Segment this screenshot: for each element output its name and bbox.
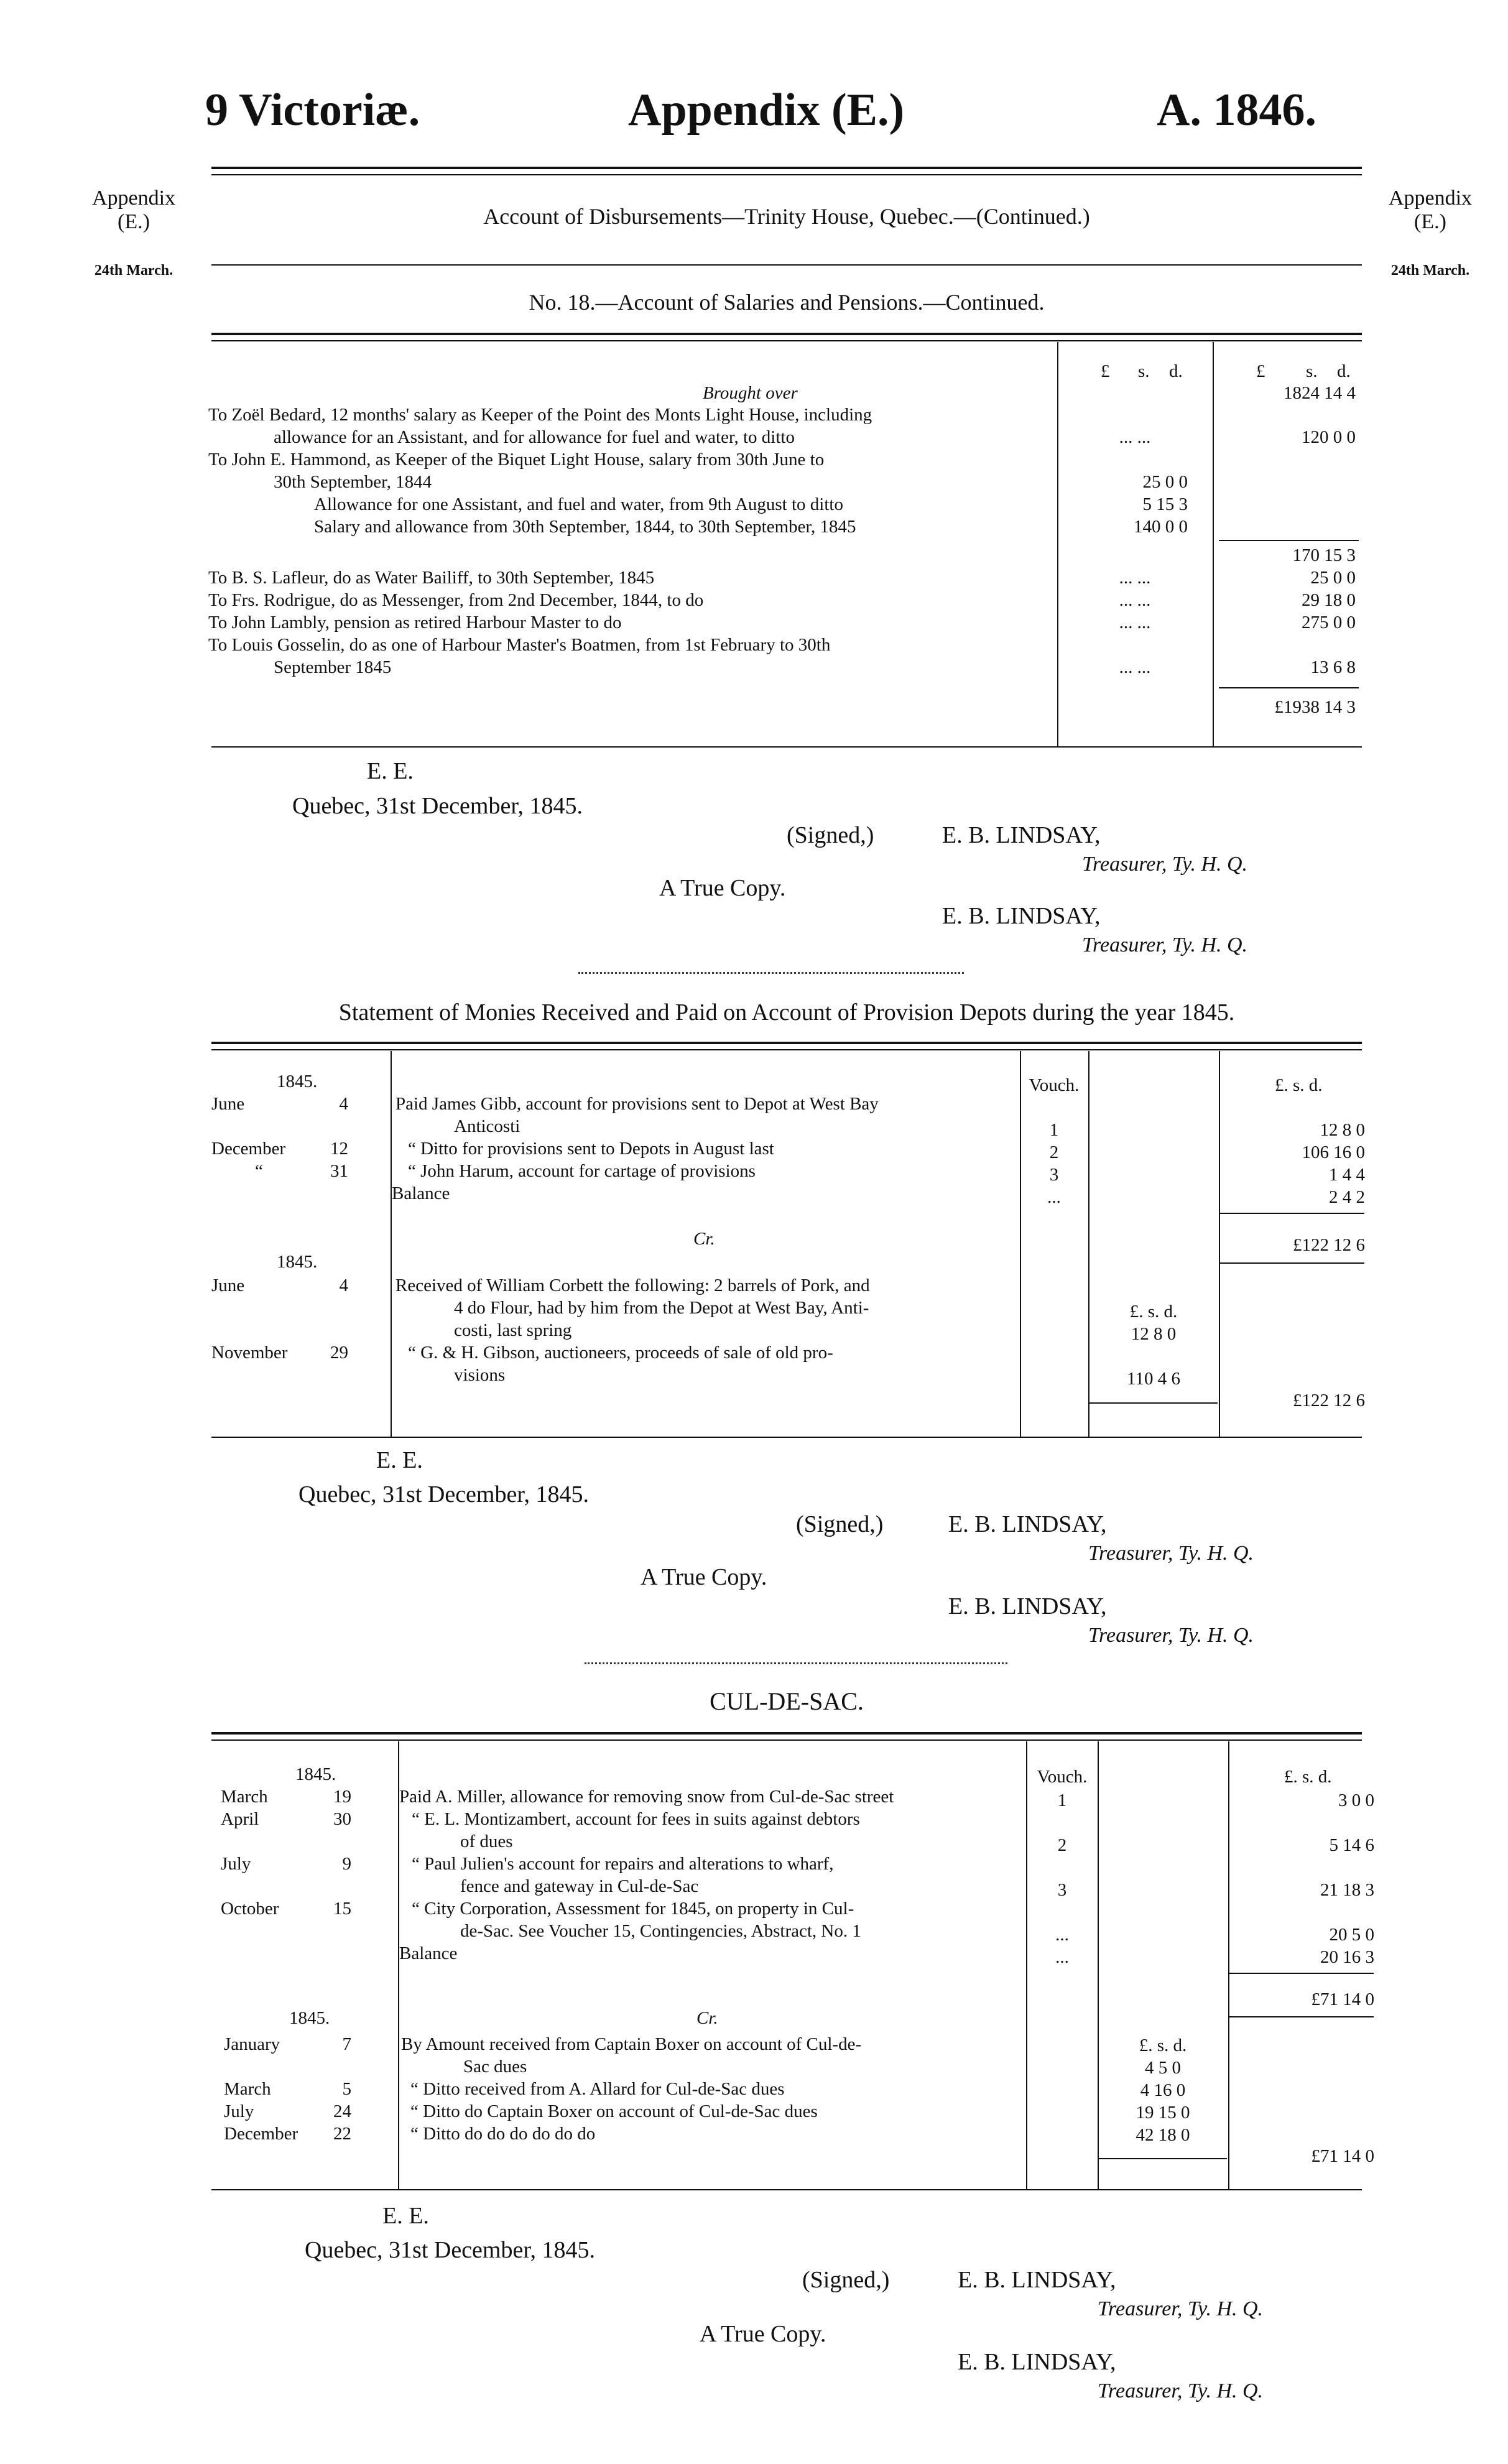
signatory: E. B. LINDSAY, [948,1511,1107,1537]
culdesac-rule-thin [211,1739,1362,1741]
no18-title: No. 18.—Account of Salaries and Pensions.—Continued. [529,290,1045,315]
credit-sub-head: £. s. d. [1139,2036,1187,2055]
debit-day: 30 [333,1809,351,1829]
debit-text: “ City Corporation, Assessment for 1845, on property in Cul- [412,1899,854,1919]
debit-amt: 3 0 0 [1338,1790,1374,1810]
credit-text: “ Ditto do do do do do do [410,2124,596,2144]
credit-text: By Amount received from Captain Boxer on account of Cul-de- [401,2034,862,2054]
salary-line: September 1845 [274,657,392,677]
credit-month: June [211,1276,245,1295]
debit-amt: 1 4 4 [1329,1165,1365,1185]
debit-total: £122 12 6 [1293,1235,1365,1255]
margin-note-right: Appendix (E.) 24th March. [1388,187,1473,279]
debit-text: Paid James Gibb, account for provisions sent to Depot at West Bay [396,1094,879,1114]
credit-month: November [211,1343,288,1363]
credit-day: 5 [342,2079,351,2099]
credit-total: £71 14 0 [1311,2146,1374,2166]
salary-line: To Frs. Rodrigue, do as Messenger, from 2nd December, 1844, to do [208,590,704,610]
salary-amt-a: ... ... [1119,590,1151,610]
year: 1845. [289,2008,330,2028]
salary-amt-b: 120 0 0 [1302,427,1356,447]
salary-line: allowance for an Assistant, and for allowance for fuel and water, to ditto [274,427,795,447]
signatory-title: Treasurer, Ty. H. Q. [1088,1624,1254,1647]
debit-amt: 21 18 3 [1320,1880,1374,1900]
salary-line: Allowance for one Assistant, and fuel and water, from 9th August to ditto [314,494,843,514]
credit-amt: 4 5 0 [1145,2058,1181,2078]
debit-vouch: ... [1047,1187,1061,1207]
col-head-d-b: d. [1337,361,1351,381]
salary-line: To Louis Gosselin, do as one of Harbour Master's Boatmen, from 1st February to 30th [208,635,831,655]
salary-amt-a: 5 15 3 [1142,494,1188,514]
credit-amt: 4 16 0 [1140,2080,1186,2100]
debit-vouch: 3 [1057,1880,1067,1900]
account-rule [211,264,1362,266]
col-head-s-a: s. [1138,361,1150,381]
salary-amt-a: 25 0 0 [1142,472,1188,492]
credit-text: “ Ditto do Captain Boxer on account of Cul-de-Sac dues [410,2101,818,2121]
debit-day: 9 [342,1854,351,1874]
signatory-title: Treasurer, Ty. H. Q. [1098,2379,1264,2402]
year: 1845. [277,1072,318,1091]
signatory: E. B. LINDSAY, [948,1593,1107,1619]
credit-total: £122 12 6 [1293,1391,1365,1410]
credit-text: visions [454,1365,506,1385]
debit-vouch: 2 [1049,1142,1059,1162]
debit-month: December [211,1139,286,1159]
account-title: Account of Disbursements—Trinity House, Quebec.—(Continued.) [483,204,1090,229]
salary-subtotal: 170 15 3 [1292,545,1356,565]
credit-text: 4 do Flour, had by him from the Depot at West Bay, Anti- [454,1298,869,1318]
credit-day: 29 [330,1343,348,1363]
vouch-head: Vouch. [1037,1767,1088,1787]
credit-text: “ G. & H. Gibson, auctioneers, proceeds of sale of old pro- [408,1343,833,1363]
signatory: E. B. LINDSAY, [958,2267,1116,2293]
col-head-pound-b: £ [1256,361,1265,381]
credit-day: 4 [339,1276,348,1295]
salary-total: £1938 14 3 [1274,697,1356,717]
credit-day: 22 [333,2124,351,2144]
lsd-head: £. s. d. [1275,1075,1323,1095]
credit-text: Sac dues [463,2057,527,2077]
header-right: A. 1846. [1157,85,1316,136]
place-date: Quebec, 31st December, 1845. [305,2237,595,2263]
credit-month: December [224,2124,298,2144]
year: 1845. [295,1764,336,1784]
credit-amt: 19 15 0 [1136,2103,1190,2123]
ee: E. E. [382,2203,429,2229]
salary-amt-b: 29 18 0 [1302,590,1356,610]
signatory-title: Treasurer, Ty. H. Q. [1082,853,1248,876]
signatory-title: Treasurer, Ty. H. Q. [1082,933,1248,956]
signatory: E. B. LINDSAY, [942,822,1101,848]
debit-text: Balance [392,1183,450,1203]
signed: (Signed,) [796,1511,884,1537]
debit-text: “ Paul Julien's account for repairs and alterations to wharf, [412,1854,834,1874]
no18-rule-thin [211,340,1362,341]
margin-note-left: Appendix (E.) 24th March. [91,187,176,279]
salary-line: Salary and allowance from 30th September, 1844, to 30th September, 1845 [314,517,856,537]
header-rule [211,167,1362,169]
signatory: E. B. LINDSAY, [942,903,1101,929]
debit-month: April [221,1809,259,1829]
signatory: E. B. LINDSAY, [958,2349,1116,2375]
true-copy: A True Copy. [641,1564,767,1590]
debit-vouch: ... [1055,1947,1069,1967]
salary-amt-a: ... ... [1119,568,1151,588]
signed: (Signed,) [787,822,874,848]
salary-line: To B. S. Lafleur, do as Water Bailiff, to 30th September, 1845 [208,568,655,588]
salary-amt-a: ... ... [1119,427,1151,447]
debit-vouch: 1 [1049,1120,1059,1140]
header-center: Appendix (E.) [628,85,905,136]
col-head-s-b: s. [1306,361,1318,381]
no18-rule [211,333,1362,335]
salary-line: To John E. Hammond, as Keeper of the Biquet Light House, salary from 30th June to [208,450,825,470]
credit-month: July [224,2101,254,2121]
salary-amt-a: 140 0 0 [1134,517,1188,537]
ee: E. E. [367,758,414,784]
salary-line: 30th September, 1844 [274,472,432,492]
vouch-head: Vouch. [1029,1075,1080,1095]
col-head-pound-a: £ [1101,361,1110,381]
divider [585,1657,1007,1664]
debit-amt: 5 14 6 [1329,1835,1374,1855]
debit-day: 31 [330,1161,348,1181]
debit-month: October [221,1899,279,1919]
salary-amt-b: 25 0 0 [1310,568,1356,588]
year: 1845. [277,1252,318,1272]
salary-amt-a: ... ... [1119,657,1151,677]
debit-amt: 20 5 0 [1329,1925,1374,1945]
salary-line: To Zoël Bedard, 12 months' salary as Keeper of the Point des Monts Light House, including [208,405,872,425]
credit-amt: 42 18 0 [1136,2125,1190,2145]
credit-month: January [224,2034,280,2054]
salary-line: To John Lambly, pension as retired Harbour Master to do [208,613,622,632]
col-head-d-a: d. [1169,361,1183,381]
culdesac-title: CUL-DE-SAC. [710,1687,864,1715]
debit-day: 12 [330,1139,348,1159]
brought-over-total: 1824 14 4 [1284,383,1356,403]
debit-text: de-Sac. See Voucher 15, Contingencies, Abstract, No. 1 [460,1921,861,1941]
place-date: Quebec, 31st December, 1845. [298,1481,589,1508]
credit-amt: 110 4 6 [1127,1369,1180,1389]
salary-amt-b: 275 0 0 [1302,613,1356,632]
debit-month: July [221,1854,251,1874]
debit-vouch: 2 [1057,1835,1067,1855]
credit-day: 24 [333,2101,351,2121]
debit-month: “ [255,1161,263,1181]
true-copy: A True Copy. [659,875,786,901]
header-left: 9 Victoriæ. [205,85,420,136]
debit-month: March [221,1787,268,1807]
debit-vouch: 3 [1049,1165,1059,1185]
provision-rule-thin [211,1049,1362,1050]
debit-day: 15 [333,1899,351,1919]
credit-text: costi, last spring [454,1320,572,1340]
debit-text: fence and gateway in Cul-de-Sac [460,1876,699,1896]
signed: (Signed,) [802,2267,890,2293]
header-rule-thin [211,174,1362,175]
cr-label: Cr. [696,2008,718,2028]
debit-text: of dues [460,1832,513,1851]
debit-amt: 2 4 2 [1329,1187,1365,1207]
credit-sub-head: £. s. d. [1129,1302,1178,1322]
debit-amt: 106 16 0 [1302,1142,1365,1162]
debit-text: “ E. L. Montizambert, account for fees in suits against debtors [412,1809,860,1829]
debit-vouch: ... [1055,1925,1069,1945]
debit-vouch: 1 [1057,1790,1067,1810]
ee: E. E. [376,1447,423,1473]
credit-month: March [224,2079,271,2099]
signatory-title: Treasurer, Ty. H. Q. [1088,1542,1254,1565]
salary-amt-a: ... ... [1119,613,1151,632]
culdesac-rule [211,1732,1362,1735]
cr-label: Cr. [693,1229,715,1249]
debit-day: 19 [333,1787,351,1807]
credit-text: “ Ditto received from A. Allard for Cul-de-Sac dues [410,2079,785,2099]
provision-rule [211,1042,1362,1044]
divider [578,967,964,974]
debit-text: Balance [399,1943,458,1963]
brought-over-label: Brought over [703,383,798,403]
provision-title: Statement of Monies Received and Paid on Account of Provision Depots during the year 1845. [338,999,1235,1026]
debit-text: Paid A. Miller, allowance for removing snow from Cul-de-Sac street [399,1787,894,1807]
place-date: Quebec, 31st December, 1845. [292,793,583,819]
debit-total: £71 14 0 [1311,1989,1374,2009]
debit-amt: 20 16 3 [1320,1947,1374,1967]
debit-day: 4 [339,1094,348,1114]
credit-text: Received of William Corbett the following: 2 barrels of Pork, and [396,1276,870,1295]
salary-amt-b: 13 6 8 [1310,657,1356,677]
lsd-head: £. s. d. [1284,1767,1332,1787]
debit-amt: 12 8 0 [1320,1120,1365,1140]
debit-month: June [211,1094,245,1114]
debit-text: “ Ditto for provisions sent to Depots in August last [408,1139,774,1159]
signatory-title: Treasurer, Ty. H. Q. [1098,2297,1264,2320]
credit-amt: 12 8 0 [1131,1324,1177,1344]
true-copy: A True Copy. [700,2321,826,2347]
debit-text: “ John Harum, account for cartage of provisions [408,1161,756,1181]
credit-day: 7 [342,2034,351,2054]
debit-text: Anticosti [454,1116,520,1136]
